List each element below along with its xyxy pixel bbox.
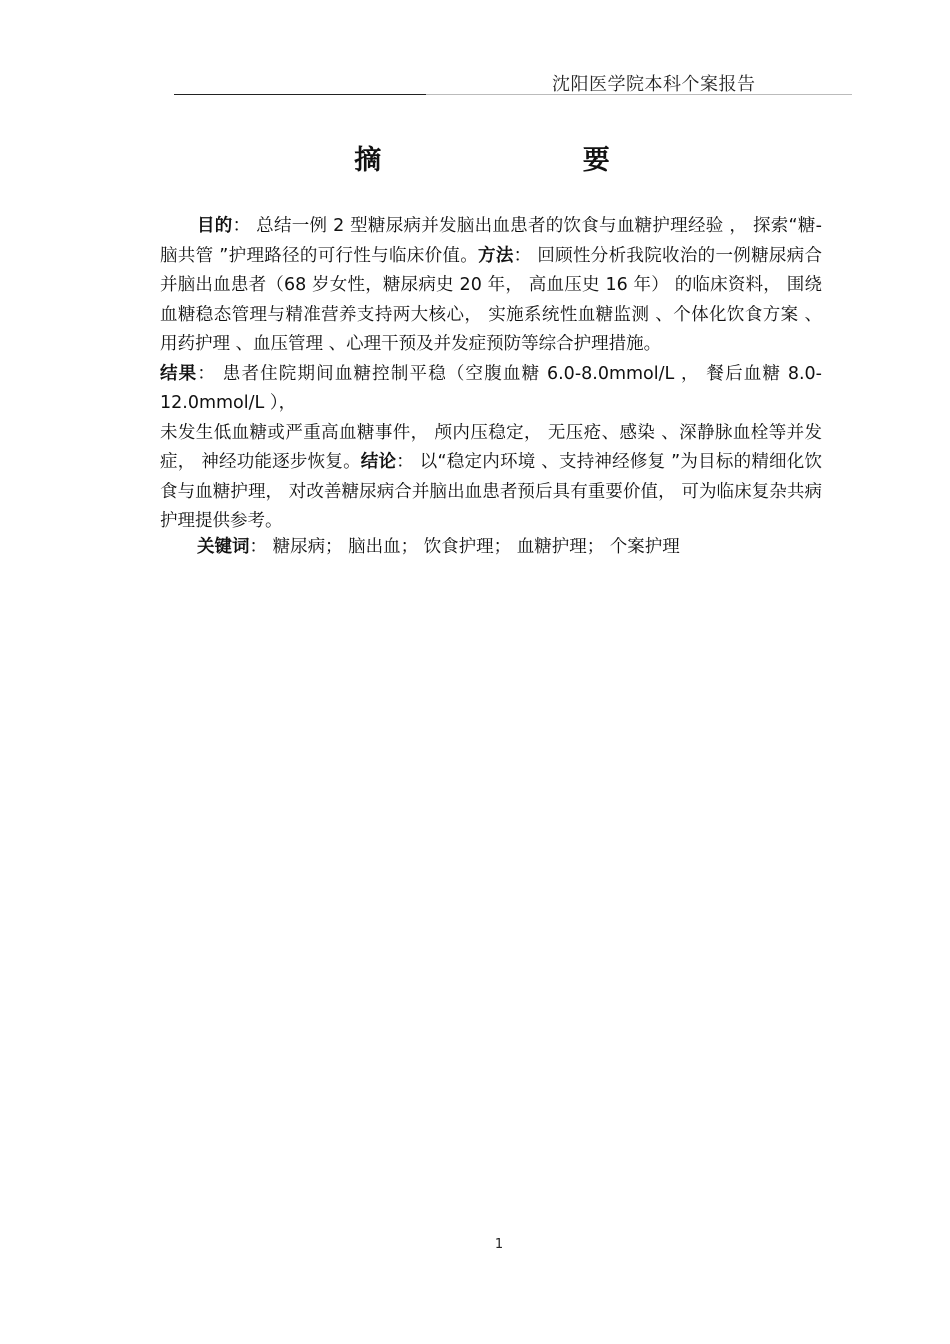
conclusion-label: 结论: [360, 452, 397, 472]
abstract-paragraph-1: [160, 212, 822, 360]
abstract-paragraph-3: [160, 419, 822, 537]
keywords-line: [197, 533, 680, 563]
objective-text: ： 总结一例 2 型糖尿病并发脑出血患者的饮食与血糖护理经验 ， 探索“糖-脑共管 ”护理路径的可行性与临床价值。: [160, 216, 822, 266]
conclusion-text: ： 以“稳定内环境 、支持神经修复 ”为目标的精细化饮食与血糖护理， 对改善糖尿病合并脑出血患者预后具有重要价值， 可为临床复杂共病护理提供参考。: [160, 452, 823, 531]
abstract-body: [160, 212, 822, 537]
running-header: 沈阳医学院本科个案报告: [552, 74, 756, 95]
method-label: 方法: [478, 245, 514, 266]
objective-label: 目的: [197, 216, 233, 236]
abstract-paragraph-2: [160, 360, 822, 419]
page-title: 摘 要: [354, 145, 706, 176]
header-rule-left: [174, 94, 426, 95]
result-text-2: 未发生低血糖或严重高血糖事件， 颅内压稳定， 无压疮、感染 、深静脉血栓等并发症， 神经功能逐步恢复。: [160, 422, 822, 472]
method-text: ： 回顾性分析我院收治的一例糖尿病合并脑出血患者（68 岁女性，糖尿病史 20 年， 高血压史 16 年） 的临床资料， 围绕血糖稳态管理与精准营养支持两大核心， 实施系统性血糖监测 、个体化饮食方案 、用药护理 、血压管理 、心理干预及并发症预防等综合护理措施。: [160, 245, 822, 354]
result-text-1: ： 患者住院期间血糖控制平稳（空腹血糖 6.0-8.0mmol/L ， 餐后血糖 8.0-12.0mmol/L ），: [160, 363, 823, 413]
keywords-text: ： 糖尿病； 脑出血； 饮食护理； 血糖护理； 个案护理: [249, 537, 680, 557]
result-label: 结果: [160, 363, 198, 384]
page-number: 1: [494, 1237, 504, 1252]
header-rule-right: [426, 94, 852, 95]
keywords-label: 关键词: [197, 537, 250, 557]
